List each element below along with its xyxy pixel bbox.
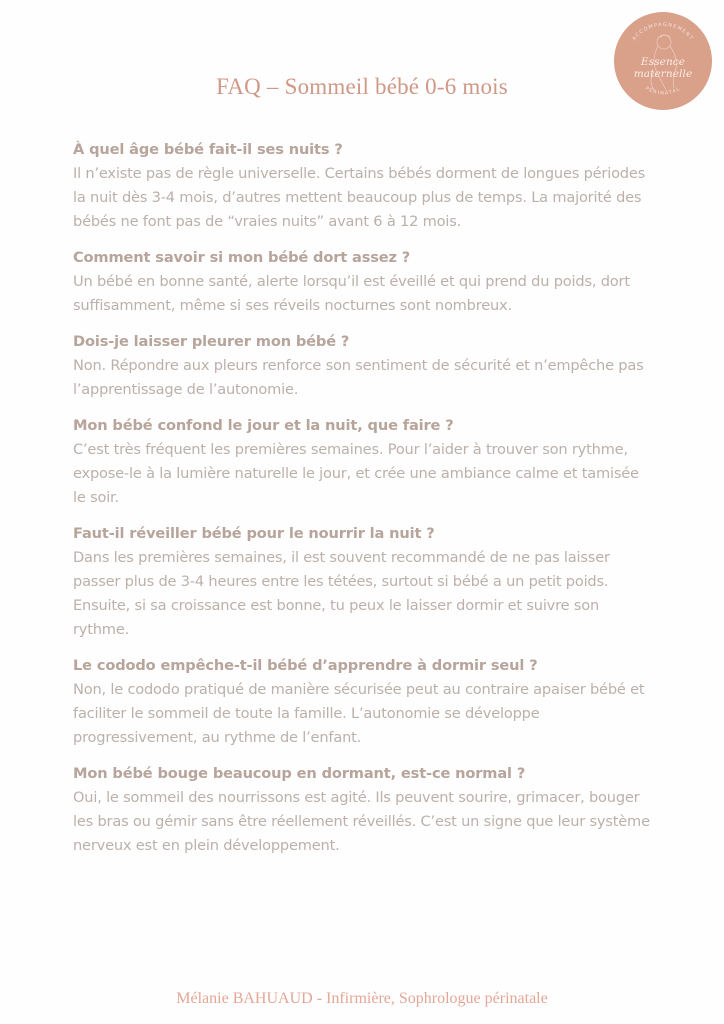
faq-list [73, 138, 653, 870]
faq-answer: Dans les premières semaines, il est souvent recommandé de ne pas laisser passer plus de 3-4 heures entre les tétées, surtout si bébé a un petit poids. Ensuite, si sa croissance est bonne, tu peux le laisser dormir et suivre son rythme. [73, 549, 610, 638]
faq-item [73, 330, 653, 402]
faq-question: Dois-je laisser pleurer mon bébé ? [73, 333, 350, 350]
svg-text:ACCOMPAGNEMENT: ACCOMPAGNEMENT [631, 21, 695, 42]
faq-question: Le cododo empêche-t-il bébé d’apprendre à dormir seul ? [73, 657, 538, 674]
faq-item [73, 762, 653, 858]
faq-item [73, 522, 653, 642]
faq-item [73, 246, 653, 318]
faq-answer: Il n’existe pas de règle universelle. Certains bébés dorment de longues périodes la nuit dès 3-4 mois, d’autres mettent beaucoup plus de temps. La majorité des bébés ne font pas de “vraies nuits” avant 6 à 12 mois. [73, 165, 646, 230]
faq-question: À quel âge bébé fait-il ses nuits ? [73, 141, 343, 158]
faq-item [73, 654, 653, 750]
faq-answer: Non. Répondre aux pleurs renforce son sentiment de sécurité et n’empêche pas l’apprentissage de l’autonomie. [73, 357, 644, 398]
faq-question: Mon bébé bouge beaucoup en dormant, est-ce normal ? [73, 765, 526, 782]
logo-script-text: Essence maternelle [633, 56, 693, 80]
faq-question: Faut-il réveiller bébé pour le nourrir la nuit ? [73, 525, 435, 542]
faq-answer: Oui, le sommeil des nourrissons est agité. Ils peuvent sourire, grimacer, bouger les bras ou gémir sans être réellement réveillés. C’est un signe que leur système nerveux est en plein développement. [73, 789, 650, 854]
faq-question: Mon bébé confond le jour et la nuit, que faire ? [73, 417, 454, 434]
author-footer: Mélanie BAHUAUD - Infirmière, Sophrologue périnatale [176, 990, 548, 1007]
faq-answer: Non, le cododo pratiqué de manière sécurisée peut au contraire apaiser bébé et faciliter le sommeil de toute la famille. L’autonomie se développe progressivement, au rythme de l’enfant. [73, 681, 645, 746]
page-title: FAQ – Sommeil bébé 0-6 mois [216, 74, 508, 99]
faq-item [73, 414, 653, 510]
faq-answer: Un bébé en bonne santé, alerte lorsqu’il est éveillé et qui prend du poids, dort suffisamment, même si ses réveils nocturnes sont nombreux. [73, 273, 630, 314]
faq-item [73, 138, 653, 234]
faq-question: Comment savoir si mon bébé dort assez ? [73, 249, 411, 266]
svg-text:PÉRINATAL: PÉRINATAL [644, 85, 682, 97]
faq-answer: C’est très fréquent les premières semaines. Pour l’aider à trouver son rythme, expose-le à la lumière naturelle le jour, et crée une ambiance calme et tamisée le soir. [73, 441, 639, 506]
